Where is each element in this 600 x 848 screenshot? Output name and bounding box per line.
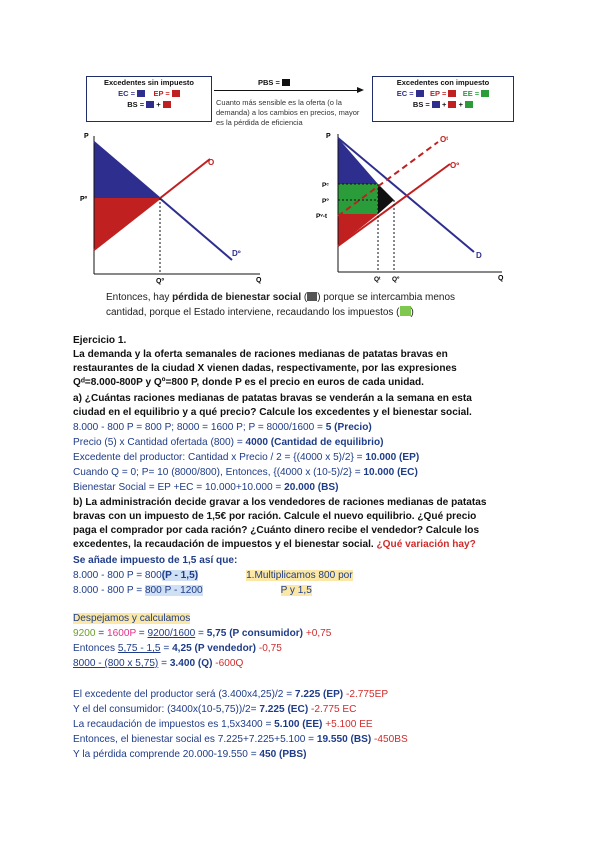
answer-text: Cuando Q = 0; P= 10 (8000/800), Entonces, {(4000 x (10-5)/2} = [73,467,364,478]
result: 5,75 (P consumidor) [206,628,304,639]
graph-con-impuesto [310,130,510,290]
answer-text: Precio (5) x Cantidad ofertada (800) = [73,437,246,448]
equals: = [195,628,207,639]
result: 5.100 (EE) [274,719,323,730]
side-note: 1.Multiplicamos 800 por [246,570,353,581]
consumer-surplus-area [338,138,378,184]
caption-text: ( [301,292,308,303]
solve-line-2 [73,642,282,655]
pbs-legend [258,78,290,87]
equals: = [160,643,173,654]
surplus-line-3 [73,718,373,731]
variation: -2.775EP [343,689,389,700]
text: El excedente del productor será (3.400x4,25)/2 = [73,689,295,700]
pe-label: Pº [80,196,88,203]
equation-highlight: 800 P [144,585,172,596]
solve-title-text: Despejamos y calculamos [73,613,191,624]
question-b-line-2: bravas con un impuesto de 1,5€ por ración. Calcule el nuevo equilibrio. ¿Qué precio [73,511,477,522]
producer-surplus-swatch [448,90,456,97]
result: 7.225 (EC) [259,704,309,715]
equation-text: 8.000 - 800 P = [73,585,145,596]
pe-label: Pº [322,198,329,205]
text: Y el del consumidor: (3400x(10-5,75))/2= [73,704,260,715]
supply-tax-label: Oᵗ [440,135,448,144]
box-sin-impuesto-row2 [87,99,211,110]
tax-step-title: Se añade impuesto de 1,5 así que: [73,555,238,566]
question-b-line-4 [73,538,476,551]
answer-result: 10.000 (EC) [363,467,418,478]
variation: -600Q [212,658,244,669]
p-axis-label: P [326,133,331,140]
equals: = [95,628,107,639]
text: Entonces [73,643,118,654]
value-pink: 1600P [106,628,136,639]
q-axis-label: Q [256,277,262,284]
surplus-line-1 [73,688,388,701]
answer-a-line-4 [73,466,418,479]
answer-result: 10.000 (EP) [365,452,420,463]
pbs-label: PBS = [258,78,280,87]
solve-line-1 [73,627,331,640]
answer-text: Bienestar Social = EP +EC = 10.000+10.000 = [73,482,285,493]
text: Entonces, el bienestar social es 7.225+7.225+5.100 = [73,734,317,745]
fraction: 9200/1600 [147,628,196,639]
question-highlight: ¿Qué variación hay? [376,539,476,550]
supply-label: Oº [450,161,460,170]
demand-label: Dº [232,249,241,258]
p-axis-label: P [84,133,89,140]
supply-label: O [208,158,215,167]
text: La recaudación de impuestos es 1,5x3400 = [73,719,275,730]
result: 7.225 (EP) [294,689,344,700]
result: 19.550 (BS) [316,734,372,745]
ep-label: EP = [153,89,170,98]
ec-label: EC = [396,89,414,98]
answer-text: 8.000 - 800 P = 800 P; 8000 = 1600 P; P = 8000/1600 = [73,422,326,433]
answer-a-line-2 [73,436,384,449]
expression: 8000 - (800 x 5,75) [73,658,159,669]
qe-label: Qº [392,276,400,283]
answer-a-line-1 [73,421,372,434]
plus-sign: + [442,100,447,109]
ep-label: EP = [429,89,447,98]
equals: = [136,628,148,639]
box-sin-impuesto-title: Excedentes sin impuesto [103,78,195,87]
solve-line-3 [73,657,243,670]
variation: -2.775 EC [308,704,357,715]
statement-line-2: restaurantes de la ciudad X vienen dadas, respectivamente, por las expresiones [73,363,457,374]
deadweight-loss-area [378,184,394,214]
surplus-line-2 [73,703,356,716]
solve-title [73,612,190,625]
caption-line-1 [106,291,455,305]
consumer-surplus-swatch [137,90,145,97]
variation: +0,75 [303,628,332,639]
pbs-swatch [307,292,317,301]
pv-label: Pᵛ-t [316,213,328,220]
arrow-line [214,90,360,91]
tax-revenue-area [338,184,378,214]
result: 3.400 (Q) [169,658,213,669]
caption-line-2 [106,306,414,320]
tax-step-line-2 [73,584,312,597]
statement-line-3: Qᵈ=8.000-800P y Qº=800 P, donde P es el precio en euros de cada unidad. [73,377,424,388]
graph-sin-impuesto [80,130,270,290]
question-a-line-1: a) ¿Cuántas raciones medianas de patatas bravas se venderán a la semana en esta [73,393,472,404]
qt-label: Qᵗ [374,276,381,283]
equation-highlight: - 1200 [171,585,203,596]
box-con-impuesto-row1 [373,88,513,99]
subtraction: 5,75 - 1,5 [117,643,161,654]
box-con-impuesto-title: Excedentes con impuesto [396,78,490,87]
answer-text: Excedente del productor: Cantidad x Precio / 2 = {(4000 x 5)/2} = [73,452,366,463]
caption-text: Entonces, hay [106,292,173,303]
producer-surplus-swatch [172,90,180,97]
ee-label: EE = [462,89,480,98]
equation-text: 8.000 - 800 P = 800 [73,570,162,581]
equals: = [158,658,170,669]
statement-line-1: La demanda y la oferta semanales de raciones medianas de patatas bravas en [73,349,448,360]
result: 450 (PBS) [259,749,307,760]
tax-step-line-1 [73,569,353,582]
answer-result: 5 (Precio) [325,422,372,433]
answer-a-line-3 [73,451,419,464]
question-b-line-1: b) La administración decide gravar a los vendedores de raciones medianas de patatas [73,497,487,508]
efficiency-note: Cuanto más sensible es la oferta (o la demanda) a los cambios en precios, mayor es la pérdida de eficiencia [216,98,360,127]
question-a-line-2: ciudad en el equilibrio y a qué precio? Calcule los excedentes y el bienestar social. [73,407,472,418]
bs-label: BS = [412,100,430,109]
answer-result: 4000 (Cantidad de equilibrio) [245,437,384,448]
consumer-surplus-swatch [416,90,424,97]
producer-surplus-swatch [448,101,456,108]
value-green: 9200 [73,628,96,639]
arrow-right-icon [357,87,364,93]
exercise-title: Ejercicio 1. [73,335,127,346]
consumer-surplus-swatch [432,101,440,108]
pbs-swatch [282,79,290,86]
qe-label: Qº [156,278,165,285]
surplus-line-5 [73,748,307,761]
result: 4,25 (P vendedor) [172,643,257,654]
caption-bold: pérdida de bienestar social [172,292,302,303]
question-text: excedentes, la recaudación de impuestos y el bienestar social. [73,539,377,550]
caption-text: ) porque se intercambia menos [317,292,456,303]
side-note: P y 1,5 [280,585,312,596]
box-sin-impuesto [86,76,212,122]
demand-label: D [476,251,482,260]
answer-a-line-5 [73,481,339,494]
box-con-impuesto [372,76,514,122]
equation-highlight: (P - 1,5) [161,570,199,581]
caption-text: cantidad, porque el Estado interviene, recaudando los impuestos ( [106,307,400,318]
pc-label: Pᶜ [322,182,329,189]
q-axis-label: Q [498,275,504,282]
surplus-line-4 [73,733,408,746]
producer-surplus-swatch [163,101,171,108]
consumer-surplus-swatch [146,101,154,108]
box-con-impuesto-row2 [373,99,513,110]
plus-sign: + [156,100,161,109]
tax-revenue-swatch [481,90,489,97]
box-sin-impuesto-row1 [87,88,211,99]
bs-label: BS = [127,100,145,109]
text: Y la pérdida comprende 20.000-19.550 = [73,749,260,760]
question-b-line-3: paga el comprador por cada ración? ¿Cuánto dinero recibe el vendedor? Calcule los [73,525,480,536]
variation: +5.100 EE [322,719,373,730]
variation: -450BS [371,734,408,745]
answer-result: 20.000 (BS) [284,482,339,493]
caption-text: ) [410,307,414,318]
ec-label: EC = [118,89,135,98]
tax-revenue-swatch [465,101,473,108]
tax-swatch [400,306,411,316]
plus-sign: + [458,100,463,109]
variation: -0,75 [256,643,282,654]
